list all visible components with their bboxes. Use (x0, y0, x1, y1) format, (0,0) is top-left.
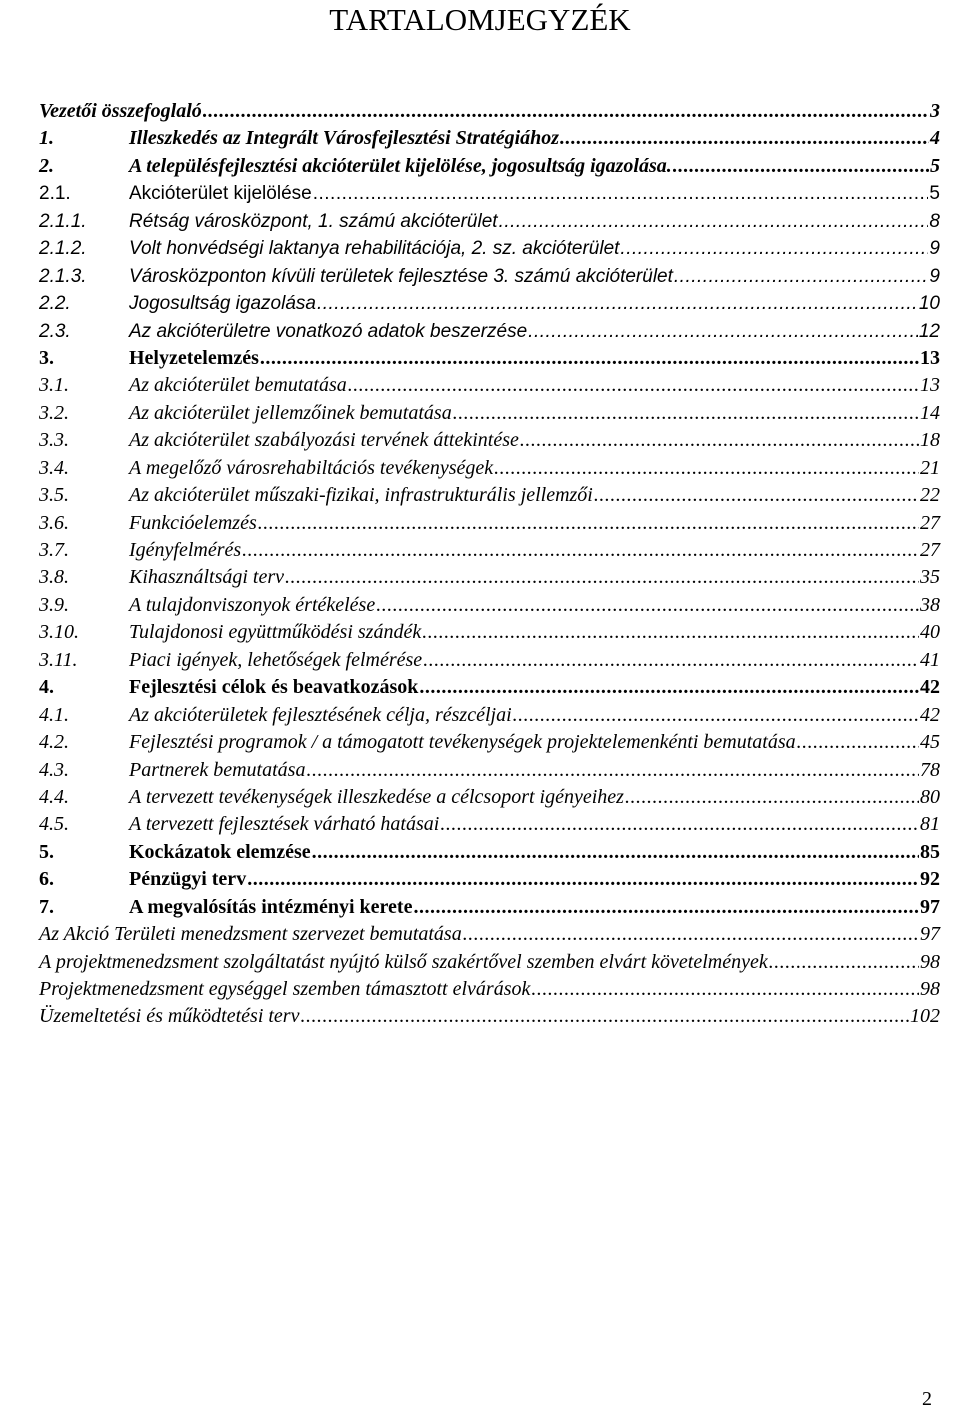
toc-entry-number: 7. (39, 895, 54, 918)
toc-entry-page: 98 (920, 978, 940, 1000)
toc-entry-page: 42 (920, 676, 940, 699)
toc-dot-leader (520, 427, 919, 454)
toc-entry[interactable] (39, 482, 940, 509)
toc-entry-title: A projektmenedzsment szolgáltatást nyújtó külső szakértővel szemben elvárt követelmények (39, 950, 768, 973)
toc-entry-title: Akcióterület kijelölése (129, 183, 312, 205)
toc-entry-title: Igényfelmérés (129, 539, 242, 561)
toc-entry-title: Kihasználtsági terv (129, 566, 285, 589)
toc-entry-page: 92 (920, 868, 940, 891)
toc-entry[interactable] (39, 647, 940, 674)
toc-entry-page: 10 (918, 293, 940, 315)
toc-entry-page: 5 (930, 154, 940, 177)
toc-entry[interactable] (39, 263, 940, 290)
toc-dot-leader (422, 619, 919, 646)
toc-entry-page: 27 (920, 511, 940, 534)
toc-dot-leader (499, 208, 929, 235)
toc-entry-page: 18 (920, 429, 940, 452)
toc-entry[interactable] (39, 866, 940, 893)
toc-dot-leader (285, 564, 919, 591)
toc-entry-page: 14 (920, 401, 940, 424)
toc-dot-leader (620, 235, 928, 262)
toc-entry[interactable] (39, 98, 940, 125)
toc-entry[interactable] (39, 976, 940, 1003)
toc-entry-number: 3.3. (39, 429, 69, 452)
toc-entry[interactable] (39, 1003, 940, 1030)
toc-entry-page: 97 (920, 923, 940, 946)
toc-entry-number: 2.1.1. (39, 210, 87, 232)
toc-entry[interactable] (39, 564, 940, 591)
toc-dot-leader (423, 647, 919, 674)
toc-entry-page: 4 (930, 127, 940, 150)
toc-entry-page: 21 (920, 456, 940, 479)
toc-entry-title: Jogosultság igazolása (129, 293, 316, 315)
toc-dot-leader (494, 455, 919, 482)
toc-dot-leader (673, 153, 929, 180)
page-number: 2 (922, 1388, 932, 1410)
toc-entry[interactable] (39, 153, 940, 180)
page-title: TARTALOMJEGYZÉK (329, 2, 631, 37)
toc-entry-number: 2.3. (39, 320, 71, 342)
toc-entry-title: Rétság városközpont, 1. számú akcióterület (129, 210, 498, 232)
toc-entry-number: 2.1. (39, 183, 71, 205)
toc-entry-page: 9 (929, 265, 940, 287)
toc-entry-number: 4. (39, 676, 54, 699)
toc-entry[interactable] (39, 400, 940, 427)
toc-entry-title: A megelőző városrehabiltációs tevékenységek (129, 456, 494, 479)
toc-dot-leader (674, 263, 929, 290)
toc-entry-title: Volt honvédségi laktanya rehabilitációja, 2. sz. akcióterület (129, 238, 620, 260)
toc-dot-leader (242, 537, 919, 564)
toc-entry-page: 27 (920, 539, 940, 561)
toc-entry-page: 97 (920, 895, 940, 918)
toc-entry-page: 45 (920, 731, 940, 754)
toc-entry-number: 3.9. (39, 593, 69, 616)
toc-entry-title: A településfejlesztési akcióterület kijelölése, jogosultság igazolása. (129, 154, 672, 177)
toc-entry-page: 78 (920, 758, 940, 781)
toc-dot-leader (258, 510, 919, 537)
toc-dot-leader (625, 784, 919, 811)
toc-entry-page: 81 (920, 813, 940, 836)
toc-entry-page: 38 (920, 593, 940, 616)
toc-entry[interactable] (39, 592, 940, 619)
toc-entry-page: 41 (920, 648, 940, 671)
toc-dot-leader (260, 345, 919, 372)
toc-dot-leader (300, 1003, 909, 1030)
toc-entry-number: 5. (39, 840, 54, 863)
toc-dot-leader (453, 400, 919, 427)
toc-entry-title: Az akcióterület jellemzőinek bemutatása (129, 401, 452, 424)
toc-dot-leader (513, 702, 919, 729)
toc-entry-title: Partnerek bemutatása (129, 758, 306, 781)
toc-entry[interactable] (39, 757, 940, 784)
toc-entry[interactable] (39, 702, 940, 729)
toc-dot-leader (247, 866, 919, 893)
toc-entry[interactable] (39, 125, 940, 152)
toc-entry-title: Illeszkedés az Integrált Városfejlesztési Stratégiához (129, 127, 560, 150)
toc-entry-number: 2.1.3. (39, 265, 87, 287)
toc-entry-number: 3.10. (39, 621, 79, 644)
toc-entry[interactable] (39, 839, 940, 866)
toc-entry-title: A tervezett tevékenységek illeszkedése a célcsoport igényeihez (129, 785, 624, 808)
toc-entry[interactable] (39, 455, 940, 482)
toc-entry-title: Az akcióterület szabályozási tervének áttekintése (129, 429, 519, 452)
toc-dot-leader (797, 729, 919, 756)
toc-entry[interactable] (39, 537, 940, 564)
toc-entry[interactable] (39, 372, 940, 399)
toc-entry-title: Piaci igények, lehetőségek felmérése (129, 648, 423, 671)
toc-entry-number: 3.1. (39, 374, 69, 397)
toc-dot-leader (413, 894, 919, 921)
toc-entry-title: Projektmenedzsment egységgel szemben támasztott elvárások (39, 978, 531, 1000)
toc-entry-title: Funkcióelemzés (129, 511, 257, 534)
toc-entry-page: 12 (918, 320, 940, 342)
toc-dot-leader (348, 372, 919, 399)
toc-dot-leader (463, 921, 919, 948)
toc-entry-page: 80 (920, 785, 940, 808)
toc-entry[interactable] (39, 674, 940, 701)
toc-dot-leader (203, 98, 929, 125)
toc-dot-leader (528, 318, 918, 345)
toc-entry-title: Üzemeltetési és működtetési terv (39, 1005, 300, 1028)
toc-entry[interactable] (39, 894, 940, 921)
toc-entry-page: 8 (929, 210, 940, 232)
toc-entry[interactable] (39, 427, 940, 454)
toc-entry[interactable] (39, 345, 940, 372)
toc-entry-number: 3.11. (39, 648, 78, 671)
toc-dot-leader (769, 949, 919, 976)
toc-entry[interactable] (39, 949, 940, 976)
toc-dot-leader (376, 592, 919, 619)
toc-entry-page: 102 (910, 1005, 940, 1028)
toc-dot-leader (312, 839, 919, 866)
toc-entry-title: Fejlesztési programok / a támogatott tevékenységek projektelemenkénti bemutatása (129, 731, 796, 754)
toc-entry-title: Fejlesztési célok és beavatkozások (129, 676, 419, 699)
toc-entry[interactable] (39, 235, 940, 262)
toc-entry-page: 9 (929, 238, 940, 260)
toc-entry-page: 40 (920, 621, 940, 644)
table-of-contents (39, 98, 940, 1031)
toc-entry-title: A megvalósítás intézményi kerete (129, 895, 413, 918)
toc-entry-number: 2.2. (39, 293, 71, 315)
toc-entry-title: Az akcióterület bemutatása (129, 374, 347, 397)
toc-entry-page: 13 (920, 374, 940, 397)
toc-entry-number: 3.5. (39, 484, 69, 507)
toc-dot-leader (313, 180, 929, 207)
toc-dot-leader (419, 674, 919, 701)
toc-entry-title: A tervezett fejlesztések várható hatásai (129, 813, 440, 836)
toc-entry-page: 98 (920, 950, 940, 973)
toc-entry-title: Vezetői összefoglaló (39, 100, 202, 122)
toc-entry-title: Kockázatok elemzése (129, 840, 311, 863)
toc-entry[interactable] (39, 318, 940, 345)
toc-dot-leader (531, 976, 919, 1003)
toc-entry-page: 42 (920, 703, 940, 726)
toc-entry-title: Tulajdonosi együttműködési szándék (129, 621, 422, 644)
toc-entry-page: 85 (920, 840, 940, 863)
toc-entry[interactable] (39, 208, 940, 235)
toc-entry-number: 3. (39, 346, 54, 369)
toc-entry-page: 22 (920, 484, 940, 507)
toc-entry-page: 35 (920, 566, 940, 589)
toc-dot-leader (317, 290, 918, 317)
toc-entry-number: 3.8. (39, 566, 69, 589)
toc-entry[interactable] (39, 510, 940, 537)
toc-dot-leader (306, 757, 919, 784)
toc-entry-number: 3.6. (39, 511, 69, 534)
toc-dot-leader (594, 482, 919, 509)
toc-entry-title: Az akcióterület műszaki-fizikai, infrastrukturális jellemzői (129, 484, 593, 507)
toc-entry[interactable] (39, 784, 940, 811)
toc-entry-number: 3.2. (39, 401, 69, 424)
toc-entry-title: Az Akció Területi menedzsment szervezet bemutatása (39, 923, 462, 946)
toc-entry-page: 3 (930, 100, 940, 122)
toc-entry-title: Helyzetelemzés (129, 346, 259, 369)
toc-entry-number: 2.1.2. (39, 238, 87, 260)
toc-entry-title: Az akcióterületre vonatkozó adatok beszerzése (129, 320, 528, 342)
toc-entry-number: 1. (39, 127, 54, 150)
toc-entry-number: 3.4. (39, 456, 69, 479)
toc-entry[interactable] (39, 619, 940, 646)
toc-entry-number: 4.1. (39, 703, 69, 726)
toc-entry-number: 4.5. (39, 813, 69, 836)
toc-entry-number: 4.4. (39, 785, 69, 808)
toc-dot-leader (560, 125, 929, 152)
toc-entry[interactable] (39, 921, 940, 948)
toc-entry-page: 13 (920, 346, 940, 369)
toc-entry[interactable] (39, 729, 940, 756)
toc-entry-title: Az akcióterületek fejlesztésének célja, részcéljai (129, 703, 512, 726)
toc-entry-number: 4.3. (39, 758, 69, 781)
toc-entry-title: Pénzügyi terv (129, 868, 247, 891)
toc-entry[interactable] (39, 290, 940, 317)
toc-entry[interactable] (39, 180, 940, 207)
toc-entry[interactable] (39, 811, 940, 838)
toc-entry-page: 5 (929, 183, 940, 205)
toc-entry-number: 3.7. (39, 539, 69, 561)
toc-entry-number: 4.2. (39, 731, 69, 754)
toc-entry-number: 6. (39, 868, 54, 891)
toc-entry-number: 2. (39, 154, 54, 177)
toc-dot-leader (440, 811, 919, 838)
toc-entry-title: A tulajdonviszonyok értékelése (129, 593, 376, 616)
toc-entry-title: Városközponton kívüli területek fejlesztése 3. számú akcióterület (129, 265, 673, 287)
